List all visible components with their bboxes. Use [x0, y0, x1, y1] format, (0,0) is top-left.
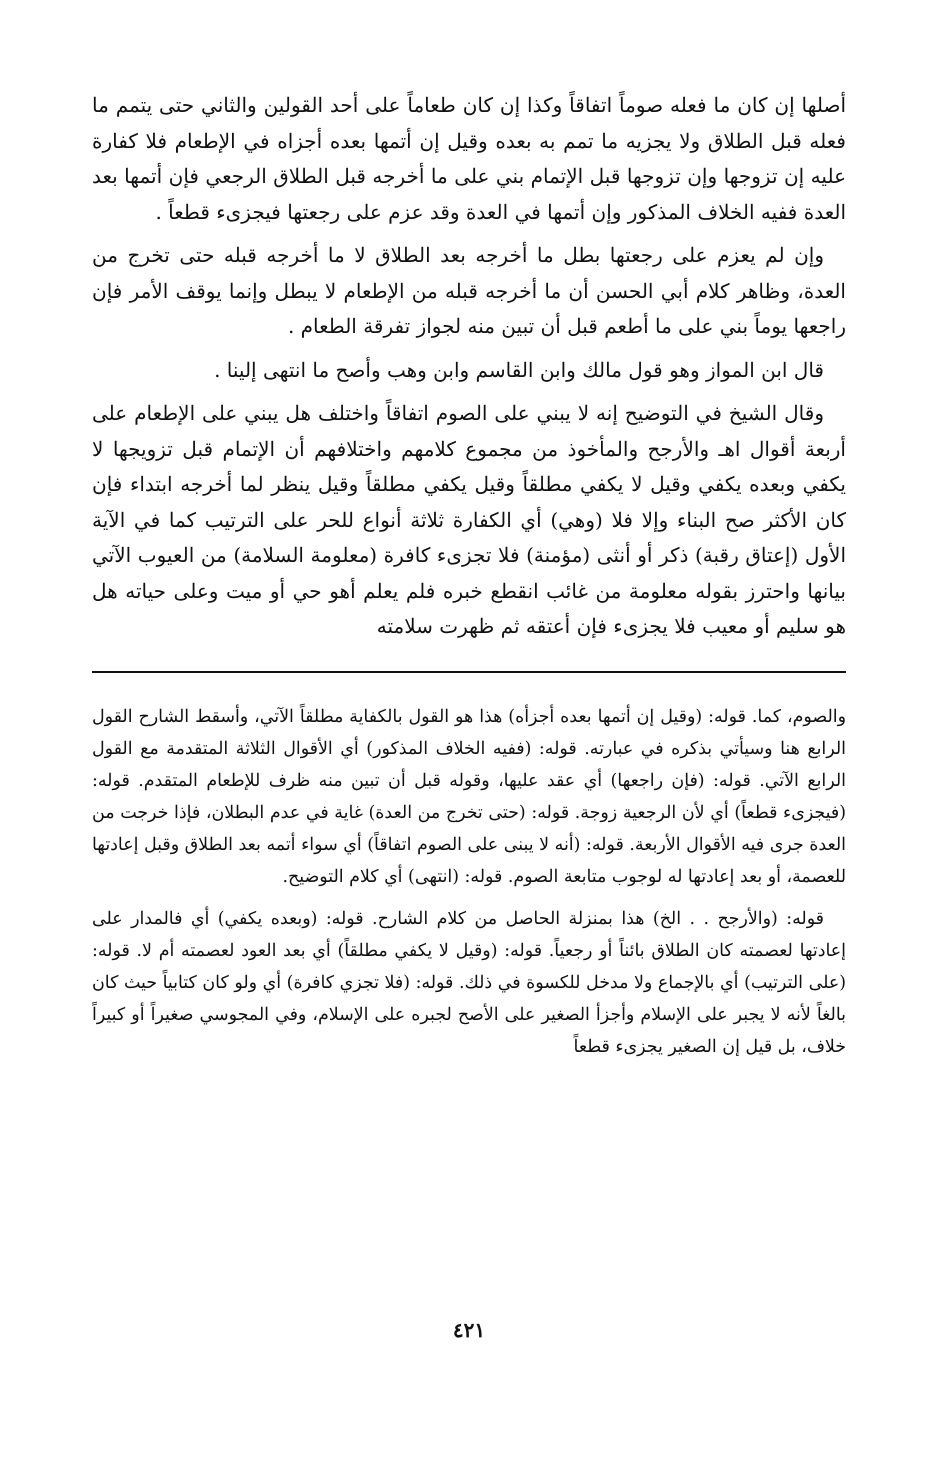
book-page — [92, 88, 846, 1378]
main-paragraph-4: وقال الشيخ في التوضيح إنه لا يبني على الصوم اتفاقاً واختلف هل يبني على الإطعام على أربعة أقوال اهـ والأرجح والمأخوذ من مجموع كلامهم واختلافهم أن الإتمام قبل تزويجها لا يكفي وبعده يكفي وقيل لا يكفي مطلقاً وقيل يكفي مطلقاً وقيل ينظر لما أخرجه ابتداء فإن كان الأكثر صح البناء وإلا فلا (وهي) أي الكفارة ثلاثة أنواع للحر على الترتيب كما في الآية الأول (إعتاق رقبة) ذكر أو أنثى (مؤمنة) فلا تجزىء كافرة (معلومة السلامة) من العيوب الآتي بيانها واحترز بقوله معلومة من غائب انقطع خبره فلم يعلم أهو حي أو ميت وعلى حياته هل هو سليم أو معيب فلا يجزىء فإن أعتقه ثم ظهرت سلامته — [92, 401, 846, 638]
main-paragraph-2: وإن لم يعزم على رجعتها بطل ما أخرجه بعد الطلاق لا ما أخرجه قبله حتى تخرج من العدة، وظاهر كلام أبي الحسن أن ما أخرجه قبله من الإطعام لا يبطل وإنما يوقف الأمر فإن راجعها يوماً بني على ما أطعم قبل أن تبين منه لجواز تفرقة الطعام . — [92, 243, 846, 338]
main-text — [92, 88, 846, 645]
note-paragraph-1: والصوم، كما. قوله: (وقيل إن أتمها بعده أجزأه) هذا هو القول بالكفاية مطلقاً الآتي، وأسقط الشارح القول الرابع هنا وسيأتي بذكره في عبارته. قوله: (ففيه الخلاف المذكور) أي الأقوال الثلاثة المتقدمة مع القول الرابع الآتي. قوله: (فإن راجعها) أي عقد عليها، وقوله قبل أن تبين منه ظرف للإطعام المتقدم. قوله: (فيجزىء قطعاً) أي لأن الرجعية زوجة. قوله: (حتى تخرج من العدة) غاية في عدم البطلان، فإذا خرجت من العدة جرى فيه الأقوال الأربعة. قوله: (أنه لا يبنى على الصوم اتفاقاً) أي سواء أتمه بعد الطلاق وقبل إعادتها للعصمة، أو بعد إعادتها له لوجوب متابعة الصوم. قوله: (انتهى) أي كلام التوضيح. — [92, 706, 846, 887]
page-number: ٤٢١ — [452, 1318, 486, 1342]
main-paragraph-1: أصلها إن كان ما فعله صوماً اتفاقاً وكذا إن كان طعاماً على أحد القولين والثاني حتى يتمم ما فعله قبل الطلاق ولا يجزيه ما تمم به بعده وقيل إن أتمها بعده أجزاه في الإطعام فلا كفارة عليه إن تزوجها وإن تزوجها قبل الإتمام بني على ما أخرجه قبل الطلاق الرجعي فإن أتمها بعد العدة ففيه الخلاف المذكور وإن أتمها في العدة وقد عزم على رجعتها فيجزىء قطعاً . — [92, 93, 846, 224]
note-paragraph-2: قوله: (والأرجح . . الخ) هذا بمنزلة الحاصل من كلام الشارح. قوله: (وبعده يكفي) أي فالمدار على إعادتها لعصمته كان الطلاق بائناً أو رجعياً. قوله: (وقيل لا يكفي مطلقاً) أي بعد العود لعصمته أم لا. قوله: (على الترتيب) أي بالإجماع ولا مدخل للكسوة في ذلك. قوله: (فلا تجزي كافرة) أي ولو كان كتابياً حيث كان بالغاً لأنه لا يجبر على الإسلام وأجزأ الصغير على الأصح لجبره على الإسلام، وفي المجوسي صغيراً أو كبيراً خلاف، بل قيل إن الصغير يجزىء قطعاً — [92, 908, 846, 1057]
main-paragraph-3: قال ابن المواز وهو قول مالك وابن القاسم وابن وهب وأصح ما انتهى إلينا . — [214, 357, 824, 382]
footnotes — [92, 701, 846, 1063]
footnote-divider — [92, 671, 846, 673]
